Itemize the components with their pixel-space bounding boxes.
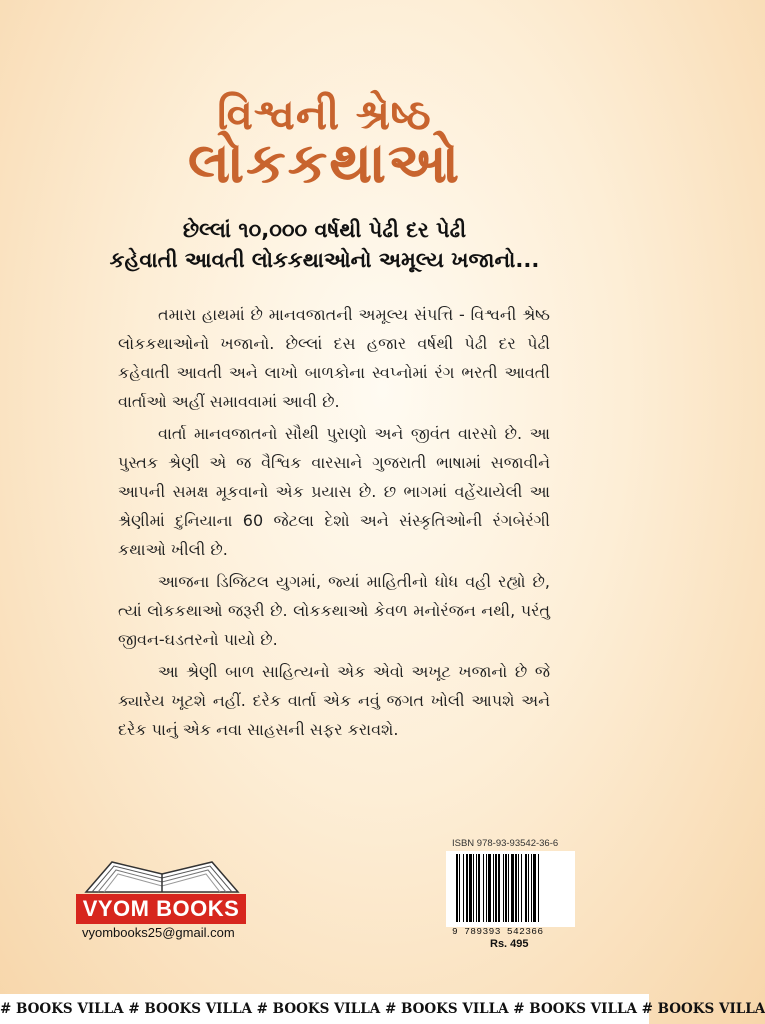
barcode-bar	[463, 854, 464, 922]
barcode-bar	[503, 854, 504, 922]
barcode-digits: 9 789393 542366	[452, 926, 544, 937]
barcode-bar	[483, 854, 484, 922]
publisher-name: VYOM BOOKS	[82, 896, 240, 921]
barcode-bar	[466, 854, 468, 922]
tagline-line-2: કહેવાતી આવતી લોકકથાઓનો અમૂલ્ય ખજાનો...	[109, 248, 540, 272]
barcode-bar	[525, 854, 527, 922]
barcode-bar	[495, 854, 497, 922]
barcode-bar	[459, 854, 460, 922]
barcode-bar	[533, 854, 536, 922]
isbn-label: ISBN 978-93-93542-36-6	[452, 838, 559, 849]
barcode-bar	[473, 854, 474, 922]
title-line-2: લોકકથાઓ	[187, 130, 462, 196]
blurb-body	[118, 300, 550, 747]
blurb-paragraph-4: આ શ્રેણી બાળ સાહિત્યનો એક એવો અખૂટ ખજાનો છે જે ક્યારેય ખૂટશે નહીં. દરેક વાર્તા એક નવું જગત ખોલી આપશે અને દરેક પાનું એક નવા સાહસની સફર કરાવશે.	[118, 662, 550, 739]
barcode-bar	[469, 854, 472, 922]
barcode-bar	[531, 854, 532, 922]
tagline-line-1: છેલ્લાં ૧૦,૦૦૦ વર્ષથી પેઢી દર પેઢી	[182, 218, 467, 242]
barcode	[446, 851, 575, 927]
publisher-logo	[76, 894, 246, 924]
barcode-bar	[515, 854, 517, 922]
open-book-icon	[82, 856, 242, 896]
publisher-email: vyombooks25@gmail.com	[82, 925, 235, 940]
blurb-paragraph-1: તમારા હાથમાં છે માનવજાતની અમૂલ્ય સંપત્તિ - વિશ્વની શ્રેષ્ઠ લોકકથાઓનો ખજાનો. છેલ્લાં દસ હજાર વર્ષથી પેઢી દર પેઢી કહેવાતી આવતી અને લાખો બાળકોના સ્વપ્નોમાં રંગ ભરતી આવતી વાર્તાઓ અહીં સમાવવામાં આવી છે.	[118, 305, 550, 411]
barcode-bar	[493, 854, 494, 922]
barcode-bar	[486, 854, 487, 922]
barcode-bar	[476, 854, 477, 922]
barcode-bar	[498, 854, 500, 922]
title-line-1: વિશ્વની શ્રેષ્ઠ	[217, 90, 432, 139]
footer-watermark: # BOOKS VILLA # BOOKS VILLA # BOOKS VILLA # BOOKS VILLA # BOOKS VILLA # BOOKS VILLA	[0, 994, 649, 1024]
barcode-bar	[528, 854, 529, 922]
barcode-bar	[511, 854, 514, 922]
barcode-bar	[518, 854, 519, 922]
blurb-paragraph-3: આજના ડિજિટલ યુગમાં, જ્યાં માહિતીનો ધોધ વહી રહ્યો છે, ત્યાં લોકકથાઓ જરૂરી છે. લોકકથાઓ કેવળ મનોરંજન નથી, પરંતુ જીવન-ઘડતરનો પાયો છે.	[118, 572, 550, 649]
barcode-bar	[488, 854, 491, 922]
blurb-paragraph-2: વાર્તા માનવજાતનો સૌથી પુરાણો અને જીવંત વારસો છે. આ પુસ્તક શ્રેણી એ જ વૈશ્વિક વારસાને ગુજરાતી ભાષામાં સજાવીને આપની સમક્ષ મૂકવાનો એક પ્રયાસ છે. છ ભાગમાં વહેંચાયેલી આ શ્રેણીમાં દુનિયાના 60 જેટલા દેશો અને સંસ્કૃતિઓની રંગબેરંગી કથાઓ ખીલી છે.	[118, 424, 550, 559]
barcode-bar	[538, 854, 539, 922]
barcode-bar	[508, 854, 509, 922]
barcode-bars	[456, 854, 566, 924]
barcode-bar	[456, 854, 458, 922]
barcode-bar	[521, 854, 522, 922]
barcode-bar	[478, 854, 480, 922]
price-label: Rs. 495	[490, 938, 529, 950]
barcode-bar	[505, 854, 507, 922]
